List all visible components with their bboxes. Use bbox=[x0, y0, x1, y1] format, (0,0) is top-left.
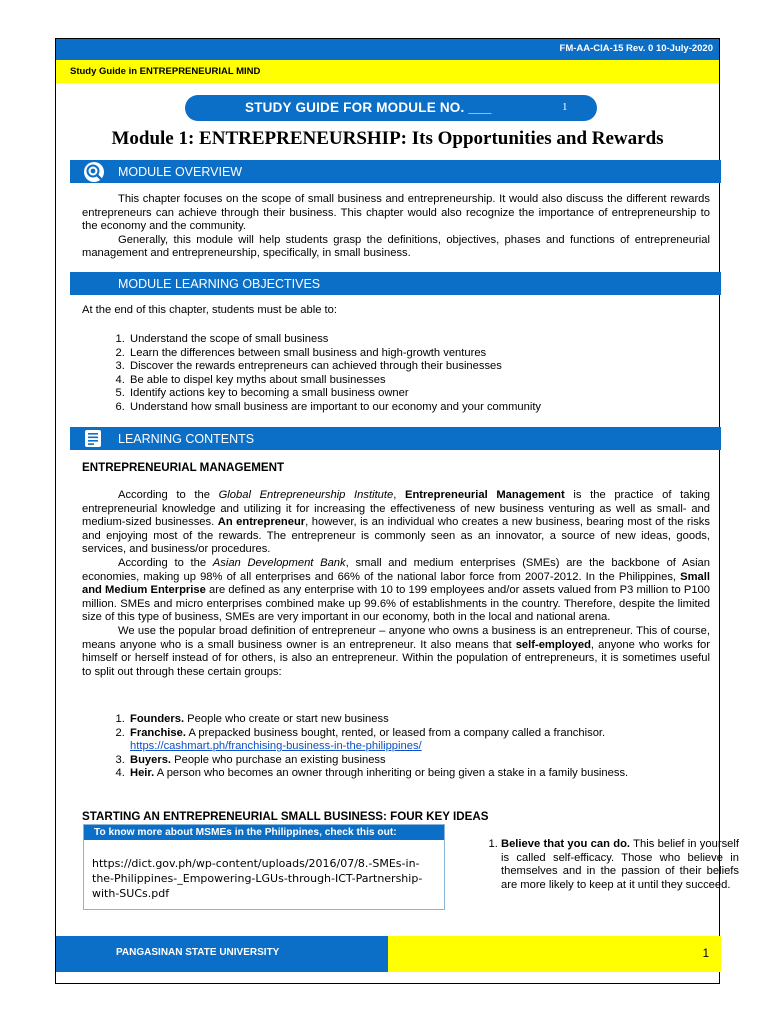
list-item bbox=[128, 713, 728, 727]
text-run: According to the bbox=[118, 556, 213, 569]
text-run: According to the bbox=[118, 489, 219, 501]
list-item: 3. Discover the rewards entrepreneurs can achieved through their businesses bbox=[128, 360, 728, 374]
text-run: Asian Development Bank bbox=[212, 556, 346, 569]
list-item bbox=[128, 754, 728, 768]
objectives-list bbox=[86, 333, 728, 415]
objectives-intro: At the end of this chapter, students must be able to: bbox=[82, 304, 337, 316]
list-item: 5. Identify actions key to becoming a small business owner bbox=[128, 387, 728, 401]
list-item bbox=[128, 767, 728, 781]
document-code: FM-AA-CIA-15 Rev. 0 10-July-2020 bbox=[559, 43, 713, 54]
section-title: MODULE LEARNING OBJECTIVES bbox=[118, 277, 321, 291]
document-icon bbox=[85, 430, 101, 447]
header-bar bbox=[56, 39, 719, 60]
footer-yellow-block bbox=[388, 936, 721, 972]
section-title: MODULE OVERVIEW bbox=[118, 165, 243, 179]
text-run: We use the popular broad definition of entrepreneur – anyone who owns a business is an entrepreneur. This of course, means anyone who is a small business owner is an entrepreneur. It also means that bbox=[82, 624, 710, 651]
definition: This belief in yourself is called self-efficacy. Those who believe in themselves and in the passion of their beliefs are more likely to keep at it until they succeed. bbox=[501, 838, 739, 891]
list-item: 4. Be able to dispel key myths about small businesses bbox=[128, 374, 728, 388]
section-header-objectives bbox=[70, 272, 721, 295]
text-run: Entrepreneurial Management bbox=[405, 489, 565, 501]
entrepreneur-groups-list bbox=[86, 713, 728, 781]
page-number: 1 bbox=[702, 948, 709, 960]
list-item: 1. Understand the scope of small business bbox=[128, 333, 728, 347]
footer bbox=[56, 936, 719, 972]
text-run: is the practice of taking entrepreneurial knowledge and utilizing it for increasing the effectiveness of new business venturing as well as small- and medium-sized businesses. bbox=[82, 489, 711, 529]
list-item: 2. Learn the differences between small business and high-growth ventures bbox=[128, 347, 728, 361]
subheading-four-key-ideas: STARTING AN ENTREPRENEURIAL SMALL BUSINESS: FOUR KEY IDEAS bbox=[82, 810, 489, 823]
text-run: are defined as any enterprise with 10 to 199 employees and/or assets valued from P3 million to P100 million. SMEs and micro enterprises combined make up 99.6% of establishments in the country. Therefore, despite the limited size of this type of business, SMEs are very important in our economy, both in the local and national arena. bbox=[82, 584, 710, 624]
overview-paragraph: This chapter focuses on the scope of small business and entrepreneurship. It would also discuss the different rewards entrepreneurs can achieve through their business. This chapter would also recognize the importance of entrepreneurship to the economy and the community. bbox=[82, 193, 710, 233]
text-run: An entrepreneur bbox=[217, 516, 306, 529]
module-number: 1 bbox=[562, 101, 568, 113]
list-item bbox=[501, 838, 739, 892]
term: Heir. bbox=[130, 767, 155, 780]
text-run: Small and Medium Enterprise bbox=[82, 570, 710, 597]
list-item: 6. Understand how small business are important to our economy and your community bbox=[128, 401, 728, 415]
contents-text bbox=[82, 489, 710, 679]
section-title: LEARNING CONTENTS bbox=[118, 432, 255, 446]
contents-paragraph bbox=[82, 557, 710, 625]
franchise-link[interactable]: https://cashmart.ph/franchising-business-in-the-philippines/ bbox=[130, 740, 422, 753]
section-header-contents bbox=[70, 427, 721, 450]
overview-paragraph: Generally, this module will help students grasp the definitions, objectives, phases and functions of entrepreneurial management and entrepreneurship, specifically, in small business. bbox=[82, 233, 710, 260]
msme-box-heading: To know more about MSMEs in the Philippines, check this out: bbox=[84, 825, 444, 840]
search-icon bbox=[84, 162, 104, 182]
text-run: , anyone who works for himself or herself instead of for others, is also an entrepreneur. Within the population of entrepreneurs, it is sometimes useful to split out through these certain groups: bbox=[82, 638, 711, 678]
list-item bbox=[128, 727, 728, 754]
document-page bbox=[55, 38, 739, 984]
definition: A prepacked business bought, rented, or leased from a company called a franchisor. bbox=[185, 726, 606, 739]
overview-text bbox=[82, 193, 710, 261]
definition: People who create or start new business bbox=[184, 713, 389, 725]
university-name: PANGASINAN STATE UNIVERSITY bbox=[116, 947, 280, 958]
module-banner bbox=[185, 95, 597, 121]
key-ideas-list bbox=[471, 838, 739, 892]
study-guide-bar bbox=[56, 60, 719, 83]
study-guide-label: Study Guide in ENTREPRENEURIAL MIND bbox=[70, 66, 261, 77]
text-run: self-employed bbox=[515, 638, 591, 651]
contents-paragraph bbox=[82, 489, 710, 557]
section-header-overview bbox=[70, 160, 721, 183]
contents-paragraph bbox=[82, 625, 710, 679]
term: Franchise. bbox=[130, 726, 186, 739]
term: Believe that you can do. bbox=[501, 838, 631, 850]
subheading-entrepreneurial-management: ENTREPRENEURIAL MANAGEMENT bbox=[82, 461, 285, 474]
definition: People who purchase an existing business bbox=[171, 753, 386, 766]
text-run: , small and medium enterprises (SMEs) are the backbone of Asian economies, making up 98% of all enterprises and 66% of the national labor force from 2007-2012. In the Philippines, bbox=[82, 556, 710, 583]
msme-url[interactable]: https://dict.gov.ph/wp-content/uploads/2016/07/8.-SMEs-in-the-Philippines-_Empowering-LGUs-through-ICT-Partnership-with-SUCs.pdf bbox=[92, 857, 423, 900]
text-run: , however, is an individual who creates a new business, bearing most of the risks and enjoying most of the rewards. The entrepreneur is commonly seen as an innovator, a source of new ideas, goods, services, and business/or procedures. bbox=[82, 516, 710, 556]
term: Buyers. bbox=[130, 753, 172, 766]
definition: A person who becomes an owner through inheriting or being given a stake in a family business. bbox=[154, 767, 629, 780]
footer-blue-block bbox=[56, 936, 388, 972]
module-banner-text: STUDY GUIDE FOR MODULE NO. ___ bbox=[245, 100, 492, 115]
term: Founders. bbox=[130, 713, 185, 725]
page-title: Module 1: ENTREPRENEURSHIP: Its Opportunities and Rewards bbox=[111, 128, 664, 149]
text-run: , bbox=[393, 489, 406, 501]
text-run: Global Entrepreneurship Institute bbox=[218, 489, 394, 501]
msme-info-box bbox=[83, 824, 445, 910]
